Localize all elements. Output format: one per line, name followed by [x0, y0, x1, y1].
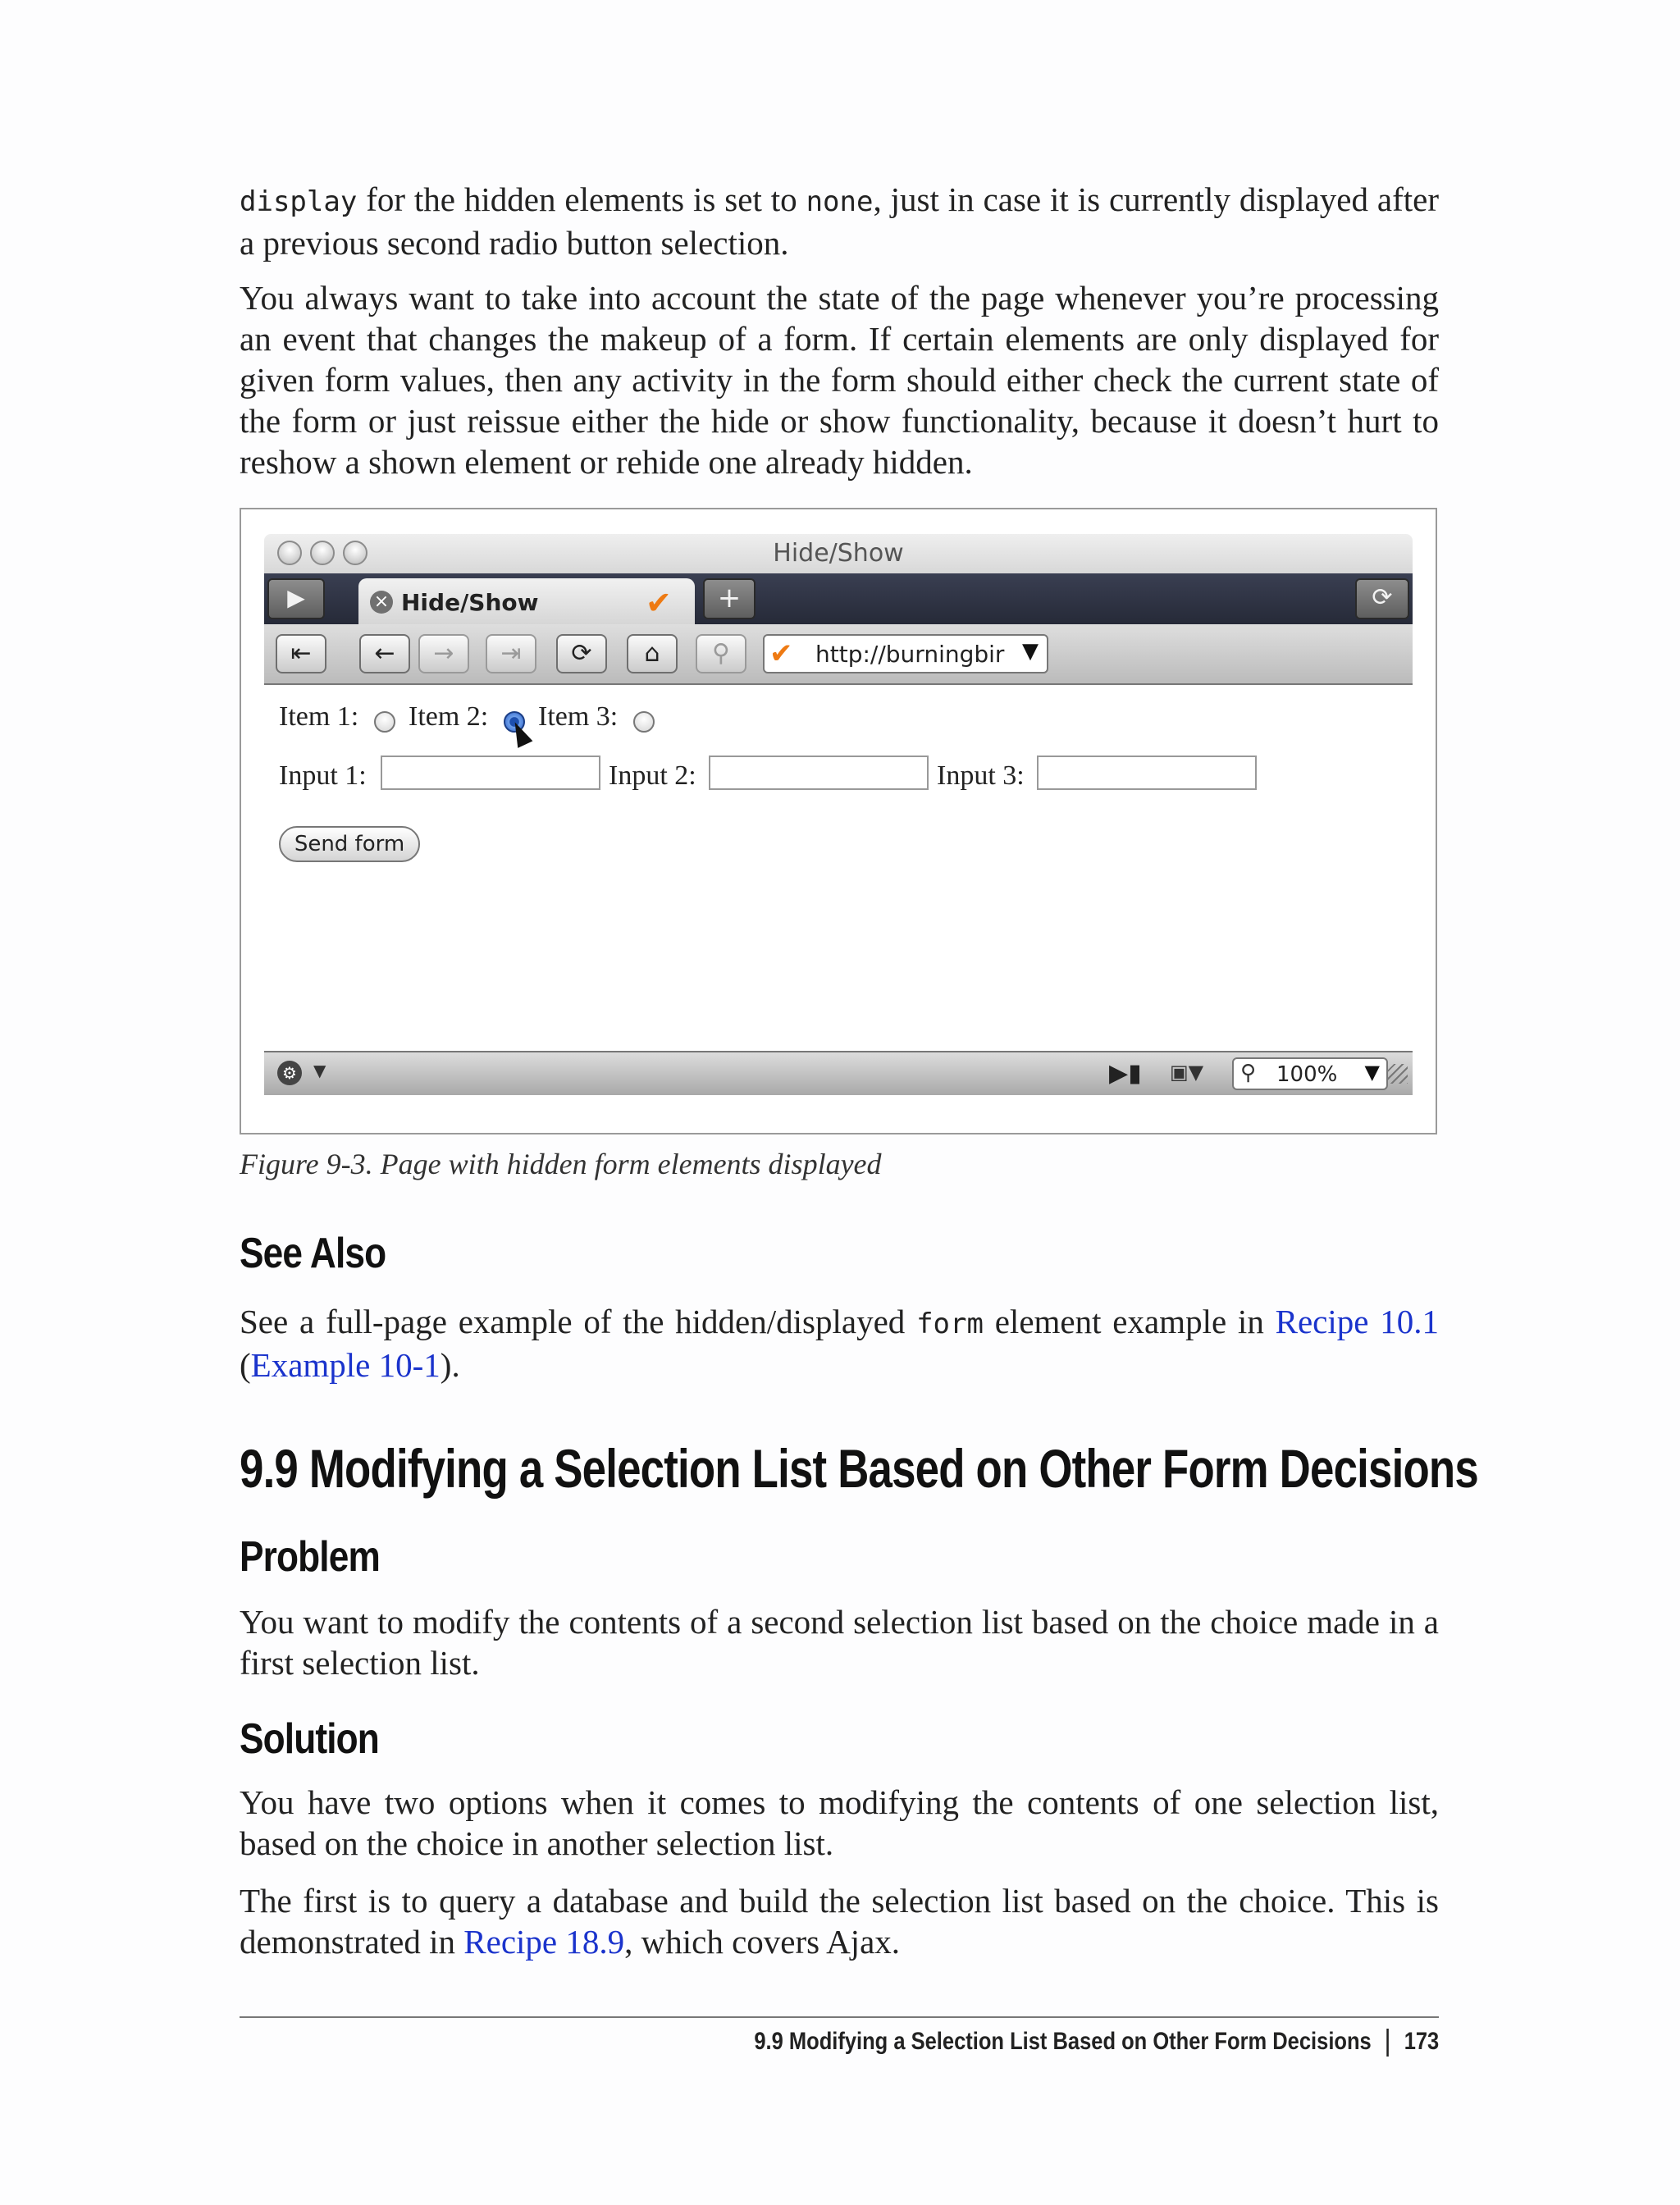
zoom-value: 100% — [1276, 1062, 1338, 1087]
footer-rule — [240, 2016, 1439, 2018]
footer-separator — [1386, 2029, 1389, 2057]
item-1-label: Item 1: — [279, 701, 359, 732]
item-3-label: Item 3: — [538, 701, 619, 732]
input-2-field[interactable] — [709, 756, 929, 790]
see-also-paragraph — [240, 1301, 1439, 1386]
item-1-radio[interactable] — [374, 711, 395, 733]
recipe-18-9-link[interactable]: Recipe 18.9 — [463, 1923, 625, 1961]
forward-arrow-icon[interactable]: → — [418, 634, 469, 673]
section-heading: 9.9 Modifying a Selection List Based on Other Form Decisions — [240, 1438, 1478, 1499]
see-also-heading: See Also — [240, 1230, 386, 1277]
figure-screenshot — [240, 508, 1437, 1134]
item-3-radio[interactable] — [633, 711, 655, 733]
text-span: See a full-page example of the hidden/displayed — [240, 1303, 917, 1340]
video-icon[interactable]: ▶▮ — [1109, 1059, 1142, 1088]
site-favicon-icon: ✔ — [769, 637, 793, 670]
text-span: for the hidden elements is set to — [357, 180, 806, 218]
first-page-icon[interactable]: ⇤ — [276, 634, 326, 673]
title-bar — [264, 534, 1413, 573]
text-span: The first is to query a database and build the selection list based on the choice. This is demonstrated in — [240, 1882, 1439, 1961]
gear-icon[interactable]: ⚙ — [277, 1061, 302, 1085]
zoom-dropdown-icon: ▼ — [1364, 1061, 1380, 1084]
browser-window — [264, 534, 1413, 1108]
window-title: Hide/Show — [773, 539, 904, 568]
last-page-icon[interactable]: ⇥ — [486, 634, 536, 673]
item-2-label: Item 2: — [409, 701, 489, 732]
url-text: http://burningbir — [815, 641, 1005, 668]
firefox-logo-icon: ✔ — [646, 585, 672, 621]
solution-paragraph-1: You have two options when it comes to modifying the contents of one selection list, based on the choice in another selection list. — [240, 1783, 1439, 1862]
sidebar-toggle-icon[interactable]: ▶ — [267, 578, 325, 619]
recently-closed-icon[interactable]: ⟳ — [1355, 578, 1409, 619]
code-display: display — [240, 185, 358, 218]
code-none: none — [806, 185, 874, 218]
input-1-label: Input 1: — [279, 760, 367, 791]
tab-close-icon[interactable]: × — [370, 591, 393, 614]
page-footer — [754, 2028, 1439, 2057]
example-10-1-link[interactable]: Example 10-1 — [250, 1346, 441, 1384]
mouse-cursor-icon — [508, 719, 533, 748]
magnifier-icon: ⚲ — [1240, 1061, 1257, 1085]
problem-paragraph: You want to modify the contents of a second selection list based on the choice made in a first selection list. — [240, 1603, 1439, 1682]
resize-grip-icon[interactable] — [1388, 1064, 1408, 1084]
reload-icon[interactable]: ⟳ — [556, 634, 607, 673]
text-span: element example in — [983, 1303, 1276, 1340]
page-number: 173 — [1404, 2028, 1439, 2055]
url-dropdown-icon[interactable]: ▼ — [1022, 639, 1039, 664]
input-3-label: Input 3: — [937, 760, 1025, 791]
problem-heading: Problem — [240, 1533, 380, 1581]
text-span: ). — [440, 1346, 460, 1384]
image-toggle-icon[interactable]: ▣▼ — [1170, 1061, 1204, 1084]
paragraph-state: You always want to take into account the state of the page whenever you’re processing an event that changes the makeup of a form. If certain elements are only displayed for given form values, then any activity in the form should either check the current state of the form or just reissue either the hide or show functionality, because it doesn’t hurt to reshow a shown element or rehide one already hidden. — [240, 279, 1439, 481]
navigation-toolbar — [264, 624, 1413, 685]
tab-label: Hide/Show — [401, 589, 539, 616]
tab-hide-show[interactable] — [358, 578, 695, 624]
code-form: form — [916, 1308, 984, 1340]
status-bar — [264, 1051, 1413, 1095]
url-bar[interactable] — [763, 634, 1048, 673]
input-3-field[interactable] — [1037, 756, 1257, 790]
tab-bar — [264, 573, 1413, 624]
zoom-select[interactable] — [1232, 1057, 1388, 1090]
text-span: , just in case it is currently displayed after a previous second radio button selection. — [240, 180, 1439, 262]
figure-caption: Figure 9-3. Page with hidden form elements displayed — [240, 1148, 882, 1180]
recipe-10-1-link[interactable]: Recipe 10.1 — [1275, 1303, 1439, 1340]
solution-heading: Solution — [240, 1715, 379, 1763]
bookmark-pin-icon[interactable]: ⚲ — [696, 634, 746, 673]
page-content — [264, 685, 1413, 1051]
footer-title: 9.9 Modifying a Selection List Based on Other Form Decisions — [754, 2028, 1372, 2055]
send-form-button[interactable]: Send form — [279, 826, 420, 862]
gear-dropdown-icon[interactable]: ▼ — [313, 1061, 326, 1080]
text-span: , which covers Ajax. — [624, 1923, 901, 1961]
input-1-field[interactable] — [381, 756, 600, 790]
new-tab-button[interactable]: + — [703, 578, 756, 619]
solution-paragraph-2 — [240, 1880, 1439, 1962]
text-span: ( — [240, 1346, 251, 1384]
input-2-label: Input 2: — [609, 760, 696, 791]
paragraph-display — [240, 179, 1439, 263]
back-arrow-icon[interactable]: ← — [359, 634, 410, 673]
home-icon[interactable]: ⌂ — [627, 634, 678, 673]
